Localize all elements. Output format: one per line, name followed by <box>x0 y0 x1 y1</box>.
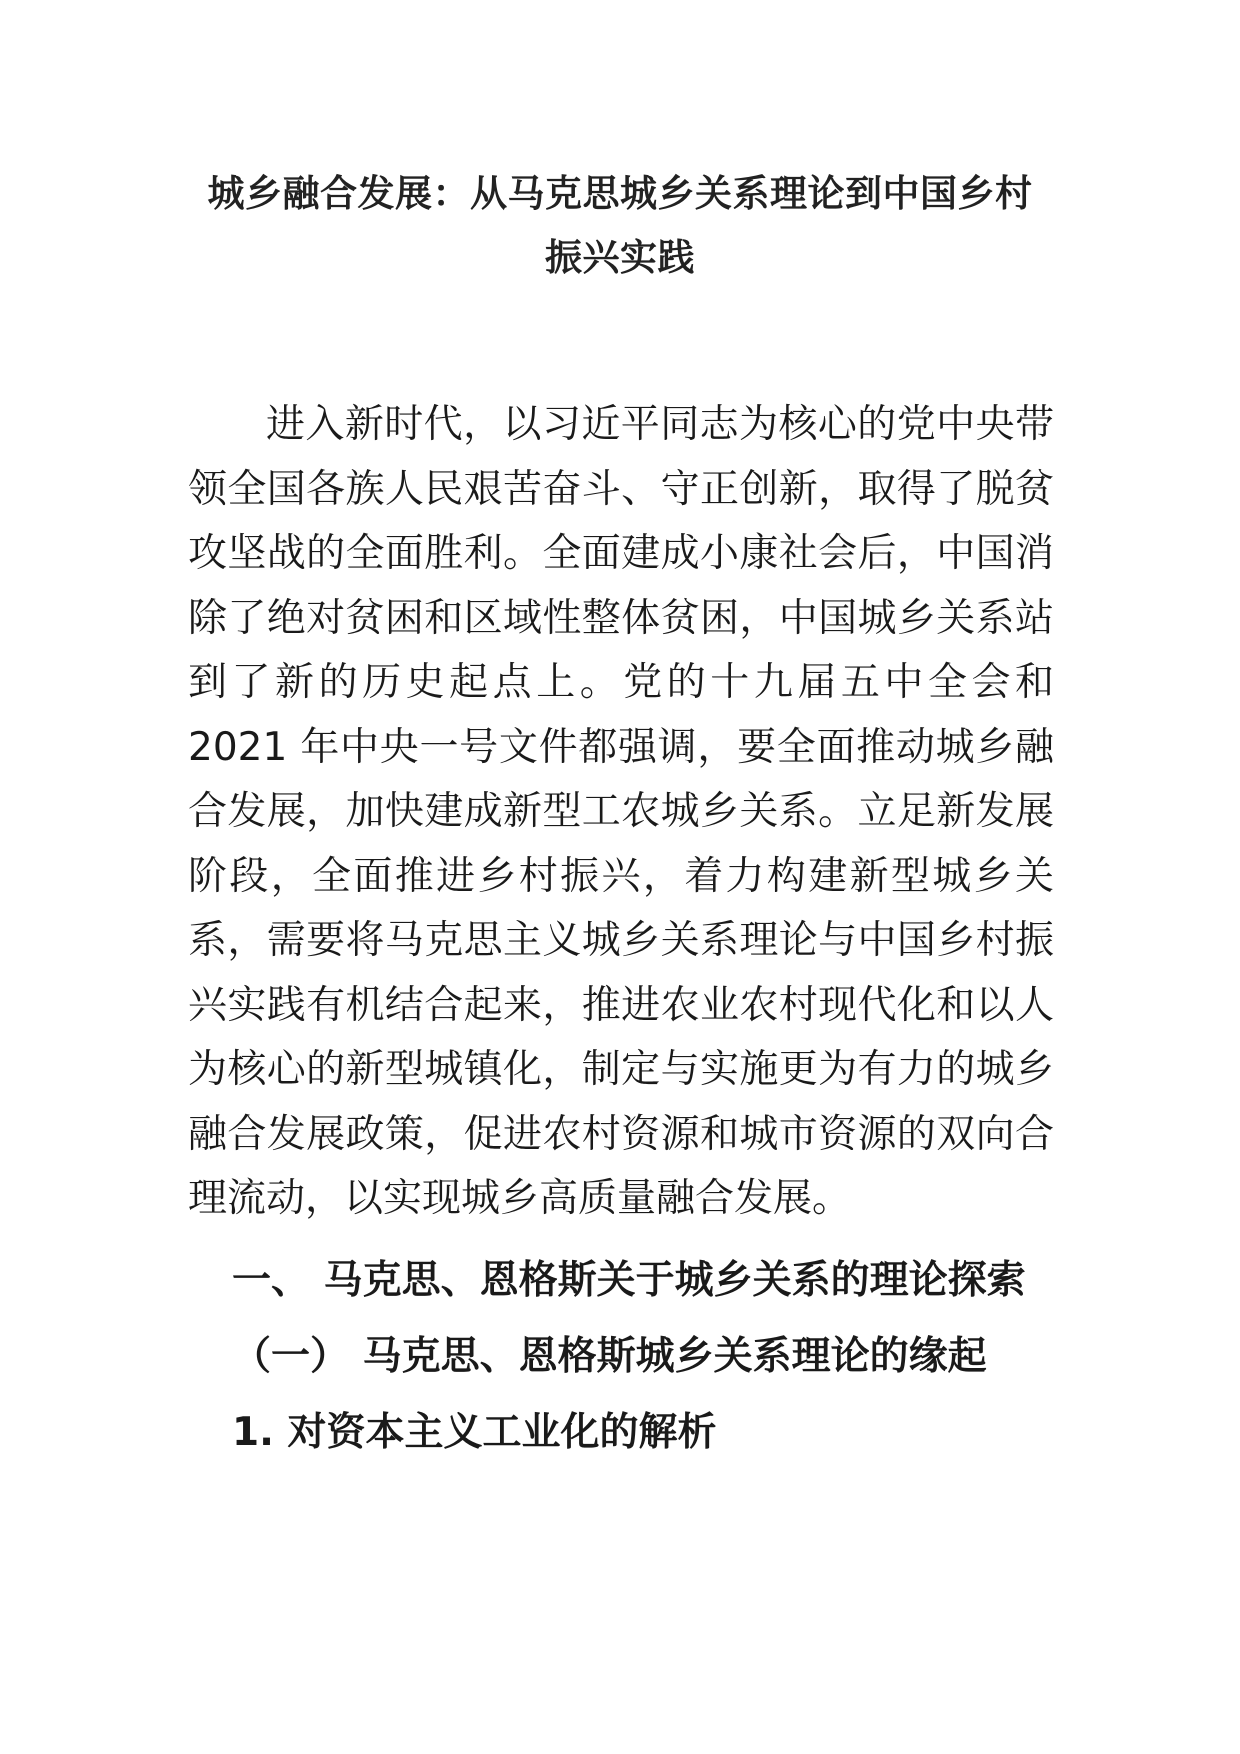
item-heading: 1. 对资本主义工业化的解析 <box>232 1410 717 1455</box>
document-title: 城乡融合发展：从马克思城乡关系理论到中国乡村振兴实践 <box>207 172 1033 279</box>
section-heading: 一、 马克思、恩格斯关于城乡关系的理论探索 <box>232 1258 1026 1303</box>
intro-paragraph: 进入新时代，以习近平同志为核心的党中央带领全国各族人民艰苦奋斗、守正创新，取得了脱贫攻坚战的全面胜利。全面建成小康社会后，中国消除了绝对贫困和区域性整体贫困，中国城乡关系站到了新的历史起点上。党的十九届五中全会和 2021 年中央一号文件都强调，要全面推动城乡融合发展，加快建成新型工农城乡关系。立足新发展阶段，全面推进乡村振兴，着力构建新型城乡关系，需要将马克思主义城乡关系理论与中国乡村振兴实践有机结合起来，推进农业农村现代化和以人为核心的新型城镇化，制定与实施更为有力的城乡融合发展政策，促进农村资源和城市资源的双向合理流动，以实现城乡高质量融合发展。 <box>188 402 1054 1221</box>
subsection-heading: （一） 马克思、恩格斯城乡关系理论的缘起 <box>232 1334 987 1379</box>
